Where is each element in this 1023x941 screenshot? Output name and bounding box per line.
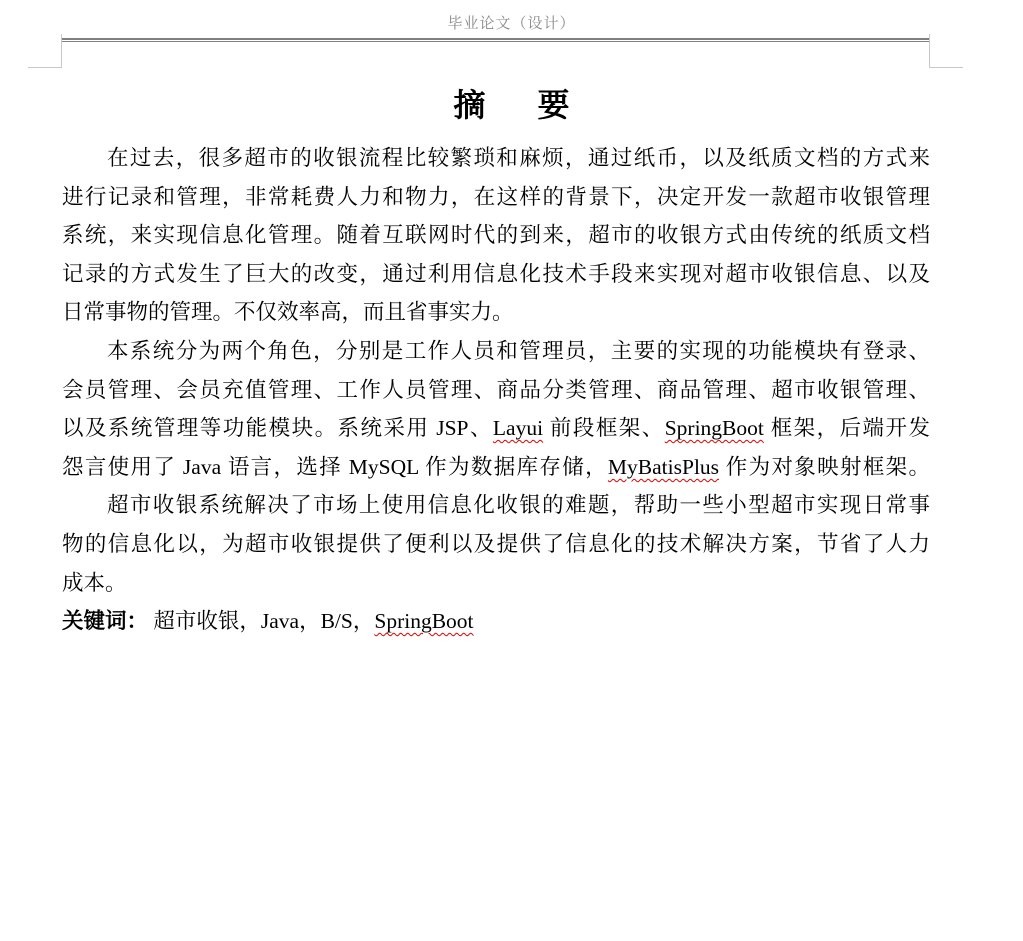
paragraph-line <box>62 293 930 332</box>
paragraph-line <box>62 448 930 487</box>
spellcheck-word: MyBatisPlus <box>607 454 720 479</box>
paragraph-line <box>62 139 930 178</box>
paragraph-line <box>62 216 930 255</box>
text-run: 日常事物的管理。不仅效率高，而且省事实力。 <box>62 300 514 325</box>
text-run: 怨言使用了 Java 语言，选择 MySQL 作为数据库存储， <box>62 454 608 479</box>
keywords-line <box>62 602 930 641</box>
text-run: 会员管理、会员充值管理、工作人员管理、商品分类管理、商品管理、超市收银管理、 <box>62 377 930 402</box>
spellcheck-word: SpringBoot <box>374 609 474 634</box>
margin-mark-left-h <box>28 67 62 68</box>
margin-mark-left-v <box>61 34 62 67</box>
paragraph-line <box>62 178 930 217</box>
paragraph-line <box>62 525 930 564</box>
spellcheck-word: Layui <box>492 416 544 441</box>
text-run: 在过去，很多超市的收银流程比较繁琐和麻烦，通过纸币，以及纸质文档的方式来 <box>107 146 930 170</box>
title-char: 要 <box>537 86 570 124</box>
margin-mark-right-v <box>929 34 930 67</box>
text-run: 物的信息化以，为超市收银提供了便利以及提供了信息化的技术解决方案，节省了人力 <box>62 531 930 556</box>
text-run: 本系统分为两个角色，分别是工作人员和管理员，主要的实现的功能模块有登录、 <box>107 338 930 363</box>
paragraph-line <box>62 564 930 603</box>
spellcheck-word: SpringBoot <box>664 416 764 441</box>
page-header: 毕业论文（设计） <box>447 14 576 32</box>
header-rule <box>61 38 930 40</box>
abstract-body <box>62 139 930 641</box>
paragraph-line <box>62 332 930 371</box>
text-run: 作为对象映射框架。 <box>719 454 930 479</box>
paragraph-line <box>62 371 930 410</box>
paragraph-line <box>62 255 930 294</box>
text-run: 以及系统管理等功能模块。系统采用 JSP、 <box>62 416 493 441</box>
keywords-label: 关键词： <box>62 609 149 635</box>
text-run: 成本。 <box>62 570 127 595</box>
header-rule-thin <box>61 41 930 42</box>
text-run: 记录的方式发生了巨大的改变，通过利用信息化技术手段来实现对超市收银信息、以及 <box>62 261 930 286</box>
text-run: 系统，来实现信息化管理。随着互联网时代的到来，超市的收银方式由传统的纸质文档 <box>62 223 930 248</box>
paragraph-line <box>62 409 930 448</box>
paragraph-line <box>62 486 930 525</box>
text-run: 超市收银，Java，B/S， <box>153 609 375 634</box>
text-run: 进行记录和管理，非常耗费人力和物力，在这样的背景下，决定开发一款超市收银管理 <box>62 184 930 209</box>
text-run: 超市收银系统解决了市场上使用信息化收银的难题，帮助一些小型超市实现日常事 <box>107 493 930 518</box>
abstract-title <box>0 80 1023 126</box>
title-char: 摘 <box>453 86 486 124</box>
text-run: 前段框架、 <box>543 416 665 441</box>
text-run: 框架，后端开发 <box>763 416 930 441</box>
margin-mark-right-h <box>929 67 963 68</box>
